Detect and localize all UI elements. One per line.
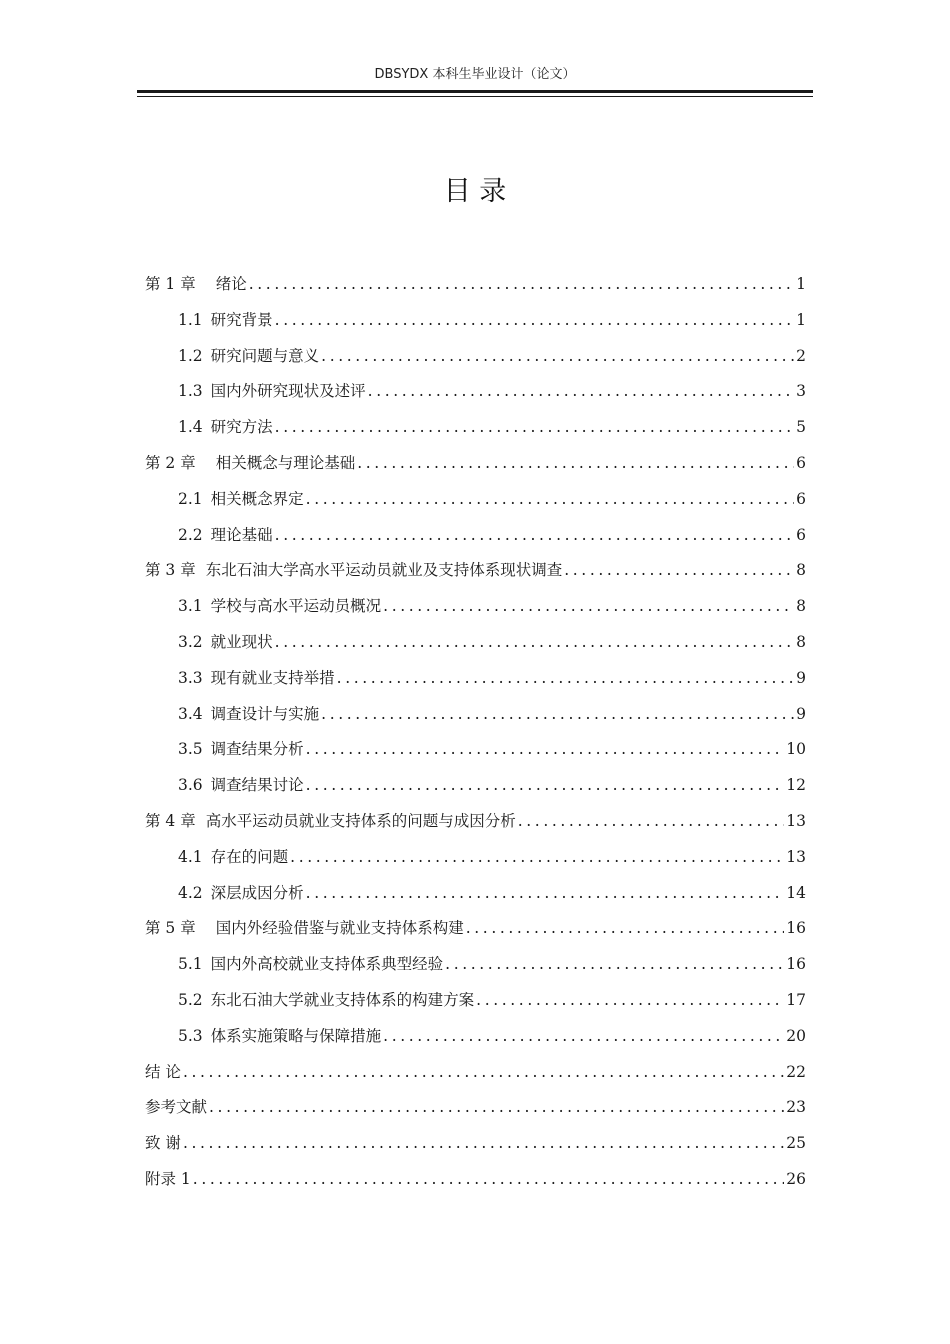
toc-entry-title: 研究方法 <box>210 418 273 437</box>
toc-section-entry[interactable] <box>145 482 806 518</box>
toc-page-number: 1 <box>796 275 806 293</box>
toc-dot-leader <box>181 1055 784 1091</box>
toc-entry-title: 国内外高校就业支持体系典型经验 <box>210 955 444 974</box>
toc-entry-title: 就业现状 <box>210 632 273 651</box>
toc-entry-number: 3.2 <box>178 632 203 651</box>
toc-page-number: 3 <box>796 382 806 401</box>
toc-page-number: 20 <box>786 1026 806 1045</box>
toc-page-number: 26 <box>786 1169 806 1188</box>
toc-chapter-entry[interactable] <box>145 446 806 482</box>
toc-entry-title: 现有就业支持举措 <box>210 668 335 687</box>
toc-section-entry[interactable] <box>145 876 806 912</box>
toc-page-number: 8 <box>796 632 806 651</box>
toc-entry-title: 学校与高水平运动员概况 <box>210 597 382 616</box>
toc-chapter-entry[interactable] <box>145 1162 806 1198</box>
toc-dot-leader <box>304 876 785 912</box>
toc-page-number: 1 <box>796 310 806 329</box>
toc-page-number: 13 <box>786 847 806 866</box>
toc-entry-title: 东北石油大学高水平运动员就业及支持体系现状调查 <box>205 561 563 580</box>
toc-entry-number: 1.4 <box>178 418 203 437</box>
toc-dot-leader <box>181 1126 784 1162</box>
toc-chapter-entry[interactable] <box>145 1126 806 1162</box>
toc-entry-title: 相关概念与理论基础 <box>215 453 356 472</box>
toc-page-number: 16 <box>786 955 806 974</box>
toc-section-entry[interactable] <box>145 840 806 876</box>
toc-page-number: 6 <box>796 489 806 508</box>
toc-entry-number: 3.5 <box>178 740 203 759</box>
toc-page-number: 6 <box>796 453 806 472</box>
toc-section-entry[interactable] <box>145 339 806 375</box>
toc-entry-number: 3.3 <box>178 668 203 687</box>
toc-page-number: 10 <box>786 740 806 759</box>
toc-entry-number: 3.1 <box>178 597 203 616</box>
toc-chapter-entry[interactable] <box>145 267 806 303</box>
toc-entry-number: 5.3 <box>178 1026 203 1045</box>
header-rule-thin <box>137 96 813 97</box>
toc-section-entry[interactable] <box>145 697 806 733</box>
toc-entry-title: 高水平运动员就业支持体系的问题与成因分析 <box>205 811 516 830</box>
toc-page-number: 5 <box>796 418 806 437</box>
toc-dot-leader <box>247 267 794 303</box>
toc-entry-title: 调查结果分析 <box>210 740 304 759</box>
toc-entry-title: 研究背景 <box>210 310 273 329</box>
toc-page-number: 16 <box>786 919 806 938</box>
toc-entry-title: 国内外经验借鉴与就业支持体系构建 <box>215 919 464 938</box>
toc-dot-leader <box>304 768 785 804</box>
toc-section-entry[interactable] <box>145 625 806 661</box>
toc-entry-number: 1.2 <box>178 346 203 365</box>
toc-title: 目 录 <box>443 176 507 207</box>
header-rule-thick <box>137 90 813 93</box>
toc-dot-leader <box>366 374 794 410</box>
toc-page-number: 25 <box>786 1134 806 1153</box>
toc-entry-number: 3.4 <box>178 704 203 723</box>
toc-page-number: 8 <box>796 561 806 580</box>
toc-section-entry[interactable] <box>145 983 806 1019</box>
toc-page-number: 2 <box>796 346 806 365</box>
toc-entry-title: 体系实施策略与保障措施 <box>210 1026 382 1045</box>
toc-entry-title: 深层成因分析 <box>210 883 304 902</box>
toc-dot-leader <box>443 947 784 983</box>
toc-chapter-entry[interactable] <box>145 1055 806 1091</box>
toc-section-entry[interactable] <box>145 303 806 339</box>
toc-page-number: 6 <box>796 525 806 544</box>
toc-dot-leader <box>464 911 785 947</box>
toc-dot-leader <box>273 410 794 446</box>
toc-dot-leader <box>273 303 794 339</box>
toc-entry-title: 国内外研究现状及述评 <box>210 382 366 401</box>
toc-entry-title: 研究问题与意义 <box>210 346 320 365</box>
toc-entry-title: 调查结果讨论 <box>210 776 304 795</box>
toc-entry-number: 2.1 <box>178 489 203 508</box>
toc-entry-title: 绪论 <box>215 275 247 293</box>
toc-page-number: 9 <box>796 668 806 687</box>
toc-dot-leader <box>562 553 794 589</box>
toc-section-entry[interactable] <box>145 947 806 983</box>
toc-chapter-entry[interactable] <box>145 1090 806 1126</box>
toc-entry-number: 5.1 <box>178 955 203 974</box>
toc-entry-number: 4.1 <box>178 847 203 866</box>
toc-entry-title: 存在的问题 <box>210 847 289 866</box>
toc-entry-title: 相关概念界定 <box>210 489 304 508</box>
toc-dot-leader <box>304 482 794 518</box>
toc-chapter-entry[interactable] <box>145 804 806 840</box>
toc-entry-number: 4.2 <box>178 883 203 902</box>
toc-page-number: 12 <box>786 776 806 795</box>
toc-dot-leader <box>381 589 794 625</box>
toc-dot-leader <box>381 1019 784 1055</box>
toc-dot-leader <box>273 518 794 554</box>
toc-dot-leader <box>288 840 784 876</box>
toc-dot-leader <box>304 732 785 768</box>
toc-entry-number: 3.6 <box>178 776 203 795</box>
toc-dot-leader <box>319 697 794 733</box>
toc-chapter-entry[interactable] <box>145 553 806 589</box>
toc-dot-leader <box>207 1090 784 1126</box>
toc-entry-title: 调查设计与实施 <box>210 704 320 723</box>
toc-section-entry[interactable] <box>145 374 806 410</box>
toc-section-entry[interactable] <box>145 732 806 768</box>
toc-page-number: 17 <box>786 990 806 1009</box>
toc-entry-title: 东北石油大学就业支持体系的构建方案 <box>210 990 475 1009</box>
toc-chapter-entry[interactable] <box>145 911 806 947</box>
toc-section-entry[interactable] <box>145 1019 806 1055</box>
toc-page-number: 13 <box>786 811 806 830</box>
toc-entry-number: 2.2 <box>178 525 203 544</box>
toc-entry-title: 结 论 <box>145 1062 181 1081</box>
toc-section-entry[interactable] <box>145 518 806 554</box>
toc-dot-leader <box>273 625 794 661</box>
toc-page-number: 8 <box>796 597 806 616</box>
toc-page-number: 22 <box>786 1062 806 1081</box>
toc-section-entry[interactable] <box>145 589 806 625</box>
toc-dot-leader <box>474 983 784 1019</box>
toc-page-number: 14 <box>786 883 806 902</box>
toc-section-entry[interactable] <box>145 661 806 697</box>
toc-entry-number: 1.3 <box>178 382 203 401</box>
toc-entry-number: 第 1 章 <box>145 275 196 293</box>
toc-entry-title: 致 谢 <box>145 1134 181 1153</box>
toc-entry-number: 5.2 <box>178 990 203 1009</box>
toc-dot-leader <box>319 339 794 375</box>
toc-section-entry[interactable] <box>145 410 806 446</box>
toc-entry-title: 理论基础 <box>210 525 273 544</box>
toc-entry-number: 1.1 <box>178 310 203 329</box>
toc-entry-title: 附录 1 <box>145 1169 191 1188</box>
toc-page-number: 23 <box>786 1098 806 1117</box>
toc-page-number: 9 <box>796 704 806 723</box>
toc-entry-number: 第 4 章 <box>145 811 196 830</box>
toc-entry-number: 第 2 章 <box>145 453 196 472</box>
toc-section-entry[interactable] <box>145 768 806 804</box>
toc-entry-number: 第 3 章 <box>145 561 196 580</box>
toc-entry-number: 第 5 章 <box>145 919 196 938</box>
toc-dot-leader <box>516 804 785 840</box>
page-header: DBSYDX 本科生毕业设计（论文） <box>374 67 576 82</box>
table-of-contents <box>145 267 806 1198</box>
toc-entry-title: 参考文献 <box>145 1098 208 1117</box>
toc-dot-leader <box>335 661 794 697</box>
toc-dot-leader <box>355 446 794 482</box>
toc-dot-leader <box>191 1162 784 1198</box>
